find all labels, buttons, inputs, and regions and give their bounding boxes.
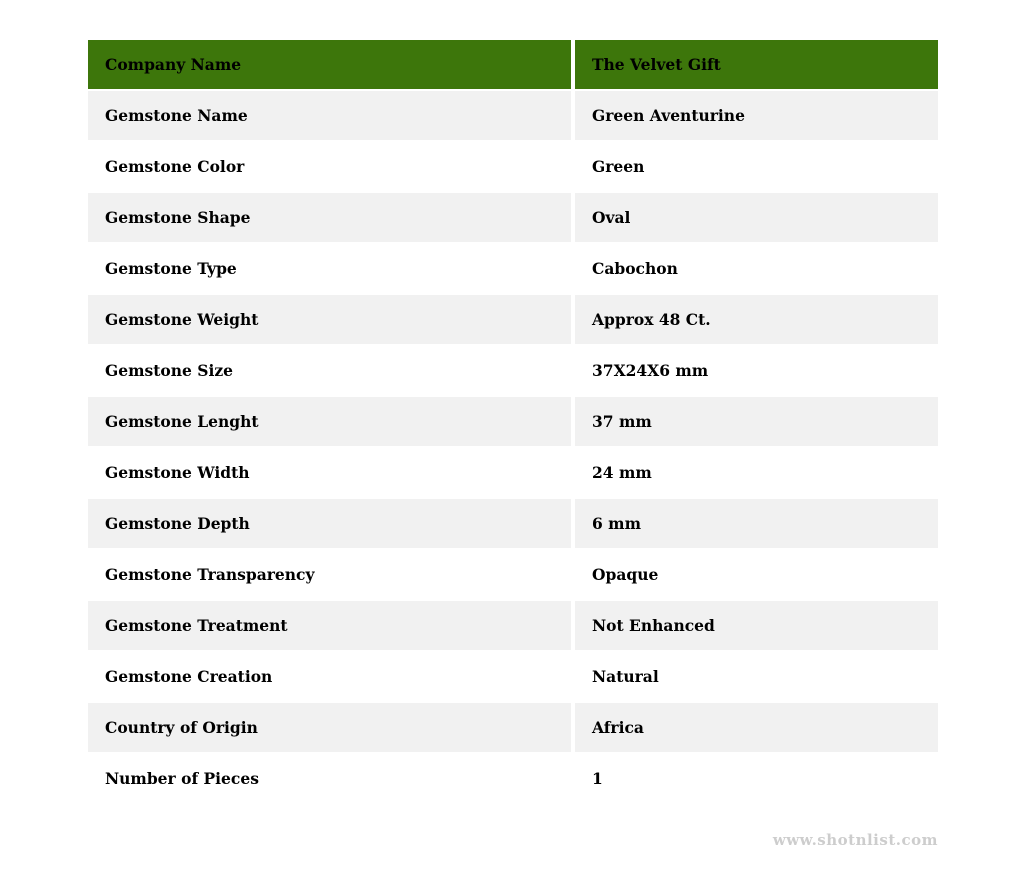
attribute-value: Africa	[575, 703, 938, 754]
attribute-value: 37X24X6 mm	[575, 346, 938, 397]
table-row	[88, 397, 938, 448]
attribute-value: 6 mm	[575, 499, 938, 550]
table-row	[88, 550, 938, 601]
attribute-label: Gemstone Treatment	[88, 601, 575, 652]
attribute-value: Cabochon	[575, 244, 938, 295]
company-name-header: Company Name	[88, 40, 575, 91]
table-header-row	[88, 40, 938, 91]
attribute-label: Gemstone Shape	[88, 193, 575, 244]
attribute-value: Natural	[575, 652, 938, 703]
attribute-label: Gemstone Transparency	[88, 550, 575, 601]
attribute-label: Country of Origin	[88, 703, 575, 754]
table-row	[88, 754, 938, 805]
attribute-label: Gemstone Width	[88, 448, 575, 499]
table-row	[88, 601, 938, 652]
watermark-text: www.shotnlist.com	[772, 831, 938, 849]
table-row	[88, 346, 938, 397]
attribute-label: Gemstone Creation	[88, 652, 575, 703]
attribute-value: Opaque	[575, 550, 938, 601]
attribute-label: Gemstone Color	[88, 142, 575, 193]
table-row	[88, 91, 938, 142]
attribute-label: Gemstone Name	[88, 91, 575, 142]
gemstone-details-table	[88, 40, 938, 805]
table-row	[88, 448, 938, 499]
attribute-value: Not Enhanced	[575, 601, 938, 652]
attribute-value: Green Aventurine	[575, 91, 938, 142]
table-row	[88, 295, 938, 346]
attribute-value: 1	[575, 754, 938, 805]
attribute-label: Gemstone Size	[88, 346, 575, 397]
table-row	[88, 703, 938, 754]
attribute-label: Gemstone Type	[88, 244, 575, 295]
attribute-label: Number of Pieces	[88, 754, 575, 805]
attribute-value: 37 mm	[575, 397, 938, 448]
table-row	[88, 652, 938, 703]
table-row	[88, 193, 938, 244]
attribute-value: Oval	[575, 193, 938, 244]
attribute-label: Gemstone Weight	[88, 295, 575, 346]
attribute-value: Green	[575, 142, 938, 193]
attribute-label: Gemstone Depth	[88, 499, 575, 550]
table-row	[88, 244, 938, 295]
attribute-value: Approx 48 Ct.	[575, 295, 938, 346]
company-name-value: The Velvet Gift	[575, 40, 938, 91]
attribute-value: 24 mm	[575, 448, 938, 499]
table-row	[88, 142, 938, 193]
attribute-label: Gemstone Lenght	[88, 397, 575, 448]
table-row	[88, 499, 938, 550]
